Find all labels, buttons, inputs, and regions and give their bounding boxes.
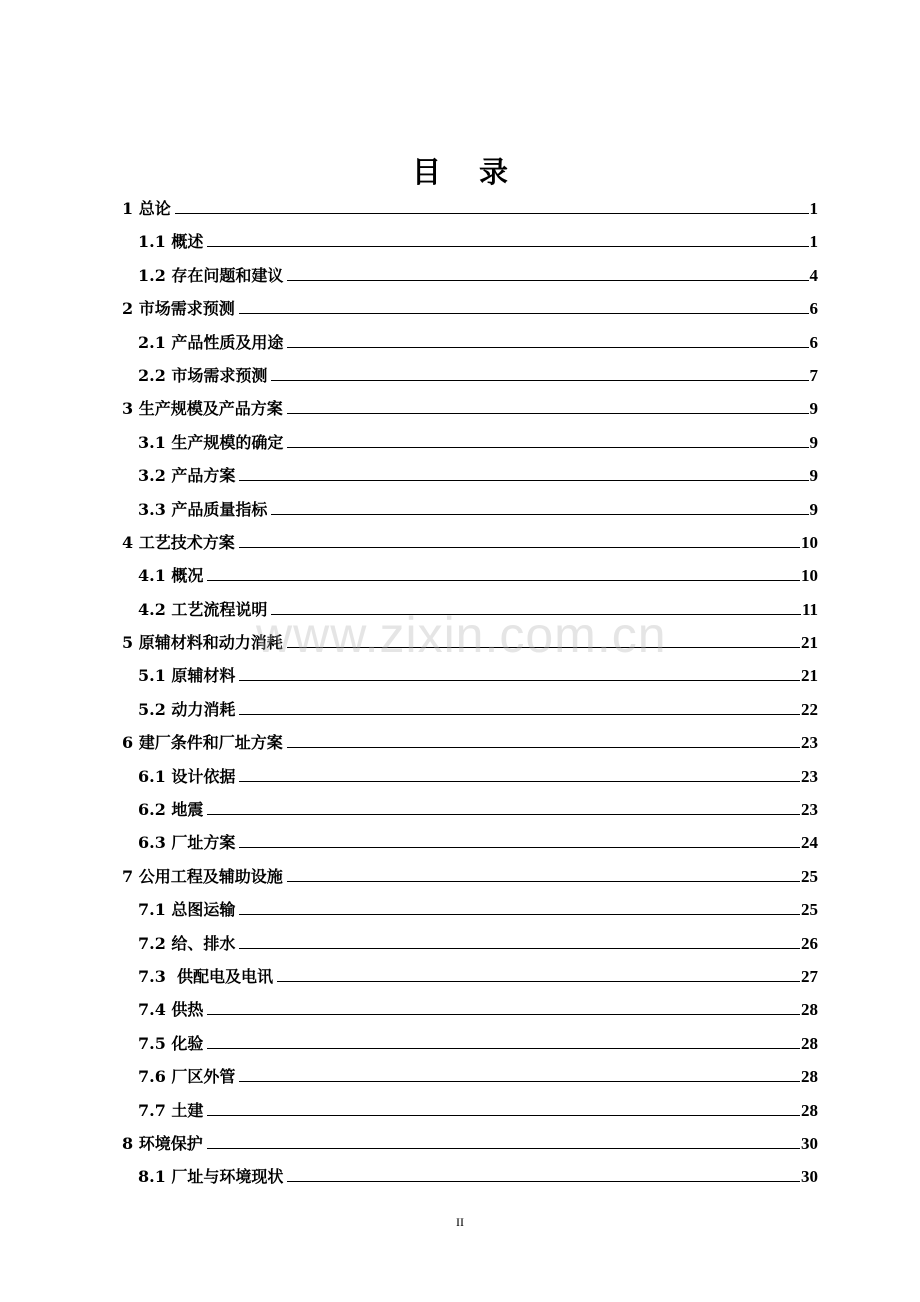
toc-entry-label xyxy=(122,530,239,553)
toc-entry-page: 23 xyxy=(801,733,818,753)
toc-leader-line xyxy=(239,780,800,782)
toc-entry-number: 7 xyxy=(122,866,134,886)
toc-leader-line xyxy=(271,379,808,381)
toc-entry-page: 23 xyxy=(801,800,818,820)
toc-entry-label xyxy=(138,764,239,787)
toc-entry-number: 7.5 xyxy=(138,1033,166,1053)
toc-entry[interactable] xyxy=(0,993,920,1026)
toc-entry-text: 工艺技术方案 xyxy=(138,532,235,552)
toc-entry[interactable] xyxy=(0,927,920,960)
toc-leader-line xyxy=(239,479,808,481)
toc-entry-number: 7.7 xyxy=(138,1100,166,1120)
toc-entry-text: 厂区外管 xyxy=(171,1067,236,1087)
toc-entry[interactable] xyxy=(0,1127,920,1160)
toc-entry-label xyxy=(138,430,287,453)
toc-entry-number: 4 xyxy=(122,532,134,552)
toc-leader-line xyxy=(271,513,808,515)
toc-entry[interactable] xyxy=(0,1094,920,1127)
toc-entry-number: 7.1 xyxy=(138,900,166,920)
toc-entry-page: 21 xyxy=(801,666,818,686)
toc-entry-page: 10 xyxy=(801,566,818,586)
toc-entry-number: 2 xyxy=(122,299,134,319)
toc-entry[interactable] xyxy=(0,1160,920,1193)
toc-entry[interactable] xyxy=(0,893,920,926)
toc-entry-number: 6 xyxy=(122,733,134,753)
toc-entry-label xyxy=(138,797,207,820)
toc-leader-line xyxy=(287,279,808,281)
toc-entry-text: 工艺流程说明 xyxy=(171,599,268,619)
toc-entry-label xyxy=(138,463,239,486)
toc-entry-label xyxy=(138,263,287,286)
toc-leader-line xyxy=(239,846,800,848)
toc-leader-line xyxy=(287,446,808,448)
toc-entry[interactable] xyxy=(0,493,920,526)
toc-entry-label xyxy=(122,1131,207,1154)
toc-entry[interactable] xyxy=(0,693,920,726)
toc-entry-label xyxy=(122,864,287,887)
toc-entry-page: 10 xyxy=(801,532,818,552)
toc-entry[interactable] xyxy=(0,726,920,759)
toc-entry-page: 1 xyxy=(809,199,818,218)
toc-entry-page: 26 xyxy=(801,933,818,953)
toc-entry-number: 6.1 xyxy=(138,766,166,786)
toc-entry[interactable] xyxy=(0,960,920,993)
toc-entry[interactable] xyxy=(0,326,920,359)
toc-entry-page: 9 xyxy=(809,466,818,486)
toc-entry-number: 3.2 xyxy=(138,466,166,486)
toc-entry-label xyxy=(138,597,271,620)
toc-leader-line xyxy=(287,1180,800,1182)
toc-entry-text: 厂址方案 xyxy=(171,833,236,853)
toc-entry[interactable] xyxy=(0,559,920,592)
toc-entry[interactable] xyxy=(0,192,920,225)
toc-entry[interactable] xyxy=(0,826,920,859)
toc-entry-number: 3.3 xyxy=(138,499,166,519)
toc-entry-page: 21 xyxy=(801,633,818,653)
toc-entry-text: 原辅材料 xyxy=(171,666,236,686)
toc-entry-text: 给、排水 xyxy=(171,933,236,953)
toc-leader-line xyxy=(287,346,808,348)
toc-entry-text: 存在问题和建议 xyxy=(171,265,284,285)
toc-leader-line xyxy=(239,312,809,314)
toc-entry[interactable] xyxy=(0,1060,920,1093)
toc-entry[interactable] xyxy=(0,1027,920,1060)
toc-entry-text: 公用工程及辅助设施 xyxy=(138,866,283,886)
toc-entry-number: 4.2 xyxy=(138,599,166,619)
toc-entry-label xyxy=(138,330,287,353)
toc-entry-number: 7.4 xyxy=(138,1000,166,1020)
toc-leader-line xyxy=(239,1080,800,1082)
toc-leader-line xyxy=(207,579,800,581)
toc-entry-page: 24 xyxy=(801,833,818,853)
toc-entry-text: 原辅材料和动力消耗 xyxy=(138,633,283,653)
toc-leader-line xyxy=(239,546,800,548)
toc-entry-label xyxy=(138,697,239,720)
toc-leader-line xyxy=(239,947,800,949)
toc-leader-line xyxy=(287,412,809,414)
toc-entry-label xyxy=(122,296,239,319)
toc-entry-number: 1.2 xyxy=(138,265,166,285)
toc-entry[interactable] xyxy=(0,292,920,325)
toc-entry-page: 28 xyxy=(801,1100,818,1120)
toc-leader-line xyxy=(207,1013,800,1015)
toc-entry-page: 28 xyxy=(801,1000,818,1020)
toc-entry-label xyxy=(122,196,175,219)
toc-entry-page: 9 xyxy=(809,432,818,452)
toc-entry[interactable] xyxy=(0,426,920,459)
toc-entry-number: 5.2 xyxy=(138,699,166,719)
toc-entry-label xyxy=(138,229,207,252)
toc-entry-label xyxy=(138,1164,287,1187)
toc-entry-page: 4 xyxy=(809,265,818,285)
toc-leader-line xyxy=(207,1147,800,1149)
toc-entry-text: 产品方案 xyxy=(171,466,236,486)
toc-entry-number: 1 xyxy=(122,199,134,218)
toc-entry-label xyxy=(138,497,271,520)
toc-leader-line xyxy=(207,1114,800,1116)
watermark: www.zixin.com.cn xyxy=(256,607,667,663)
toc-entry-text: 环境保护 xyxy=(138,1133,203,1153)
toc-entry-number: 5.1 xyxy=(138,666,166,686)
toc-entry-text: 化验 xyxy=(171,1033,204,1053)
toc-entry-label xyxy=(138,563,207,586)
toc-entry-text: 总论 xyxy=(138,199,171,218)
toc-entry-number: 8 xyxy=(122,1133,134,1153)
toc-leader-line xyxy=(287,880,800,882)
toc-entry-number: 2.1 xyxy=(138,332,166,352)
toc-entry-text: 生产规模及产品方案 xyxy=(138,399,283,419)
toc-entry-text: 概述 xyxy=(171,232,204,252)
toc-entry-text: 市场需求预测 xyxy=(171,365,268,385)
toc-entry-text: 概况 xyxy=(171,566,204,586)
toc-title: 目 录 xyxy=(411,155,523,189)
toc-entry-number: 6.2 xyxy=(138,800,166,820)
toc-entry-number: 2.2 xyxy=(138,365,166,385)
toc-entry-page: 22 xyxy=(801,699,818,719)
toc-entry[interactable] xyxy=(0,659,920,692)
toc-entry-text: 动力消耗 xyxy=(171,699,236,719)
toc-entry-page: 28 xyxy=(801,1067,818,1087)
toc-entry-text: 建厂条件和厂址方案 xyxy=(138,733,283,753)
toc-entry[interactable] xyxy=(0,793,920,826)
toc-entry-text: 总图运输 xyxy=(171,900,236,920)
toc-entry-text: 地震 xyxy=(171,800,204,820)
toc-entry-number: 7.2 xyxy=(138,933,166,953)
toc-entry-text: 设计依据 xyxy=(171,766,236,786)
toc-leader-line xyxy=(175,212,809,214)
toc-entry[interactable] xyxy=(0,526,920,559)
toc-leader-line xyxy=(239,679,800,681)
toc-leader-line xyxy=(277,980,800,982)
toc-entry-page: 9 xyxy=(809,399,818,419)
toc-entry-label xyxy=(122,730,287,753)
toc-entry-page: 11 xyxy=(801,599,818,619)
toc-entry-text: 土建 xyxy=(171,1100,204,1120)
toc-entry-label xyxy=(138,1031,207,1054)
toc-entry-label xyxy=(138,931,239,954)
toc-entry-number: 1.1 xyxy=(138,232,166,252)
toc-leader-line xyxy=(239,713,800,715)
toc-entry[interactable] xyxy=(0,760,920,793)
toc-entry-label xyxy=(138,897,239,920)
toc-entry[interactable] xyxy=(0,225,920,258)
toc-entry-label xyxy=(138,1098,207,1121)
toc-leader-line xyxy=(287,646,800,648)
page-number: II xyxy=(456,1215,464,1229)
toc-entry-text: 厂址与环境现状 xyxy=(171,1167,284,1187)
toc-entry-page: 1 xyxy=(809,232,818,252)
toc-entry-page: 6 xyxy=(809,299,818,319)
toc-entry-page: 25 xyxy=(801,900,818,920)
toc-entry[interactable] xyxy=(0,392,920,425)
toc-entry-text: 产品性质及用途 xyxy=(171,332,284,352)
toc-entry-page: 6 xyxy=(809,332,818,352)
toc-leader-line xyxy=(207,813,800,815)
toc-entry[interactable] xyxy=(0,860,920,893)
toc-entry[interactable] xyxy=(0,359,920,392)
toc-entry-label xyxy=(122,630,287,653)
toc-entry-page: 30 xyxy=(801,1167,818,1187)
toc-entry-text: 生产规模的确定 xyxy=(171,432,284,452)
toc-entry-page: 7 xyxy=(809,365,818,385)
toc-entry-label xyxy=(138,997,207,1020)
toc-entry[interactable] xyxy=(0,593,920,626)
toc-entry-page: 9 xyxy=(809,499,818,519)
toc-entry-number: 7.3 xyxy=(138,966,166,986)
toc-entry-label xyxy=(138,964,277,987)
toc-entry-text: 产品质量指标 xyxy=(171,499,268,519)
table-of-contents xyxy=(0,192,920,1194)
toc-leader-line xyxy=(271,613,801,615)
toc-leader-line xyxy=(207,245,808,247)
toc-entry-page: 23 xyxy=(801,766,818,786)
toc-leader-line xyxy=(239,913,800,915)
toc-entry-number: 3 xyxy=(122,399,134,419)
toc-entry-number: 7.6 xyxy=(138,1067,166,1087)
toc-entry-page: 25 xyxy=(801,866,818,886)
toc-entry-number: 5 xyxy=(122,633,134,653)
toc-entry-text: 供配电及电讯 xyxy=(171,966,273,986)
toc-entry-label xyxy=(138,1064,239,1087)
toc-entry-number: 6.3 xyxy=(138,833,166,853)
toc-entry[interactable] xyxy=(0,459,920,492)
toc-leader-line xyxy=(207,1047,800,1049)
toc-entry-page: 28 xyxy=(801,1033,818,1053)
toc-entry-number: 3.1 xyxy=(138,432,166,452)
toc-entry-label xyxy=(138,363,271,386)
toc-entry-page: 30 xyxy=(801,1133,818,1153)
toc-entry-page: 27 xyxy=(801,966,818,986)
toc-entry[interactable] xyxy=(0,259,920,292)
toc-entry-label xyxy=(138,663,239,686)
toc-leader-line xyxy=(287,746,800,748)
toc-entry-label xyxy=(122,396,287,419)
toc-entry-number: 8.1 xyxy=(138,1167,166,1187)
toc-entry-label xyxy=(138,830,239,853)
toc-entry[interactable] xyxy=(0,626,920,659)
toc-entry-text: 供热 xyxy=(171,1000,204,1020)
toc-entry-number: 4.1 xyxy=(138,566,166,586)
toc-entry-text: 市场需求预测 xyxy=(138,299,235,319)
